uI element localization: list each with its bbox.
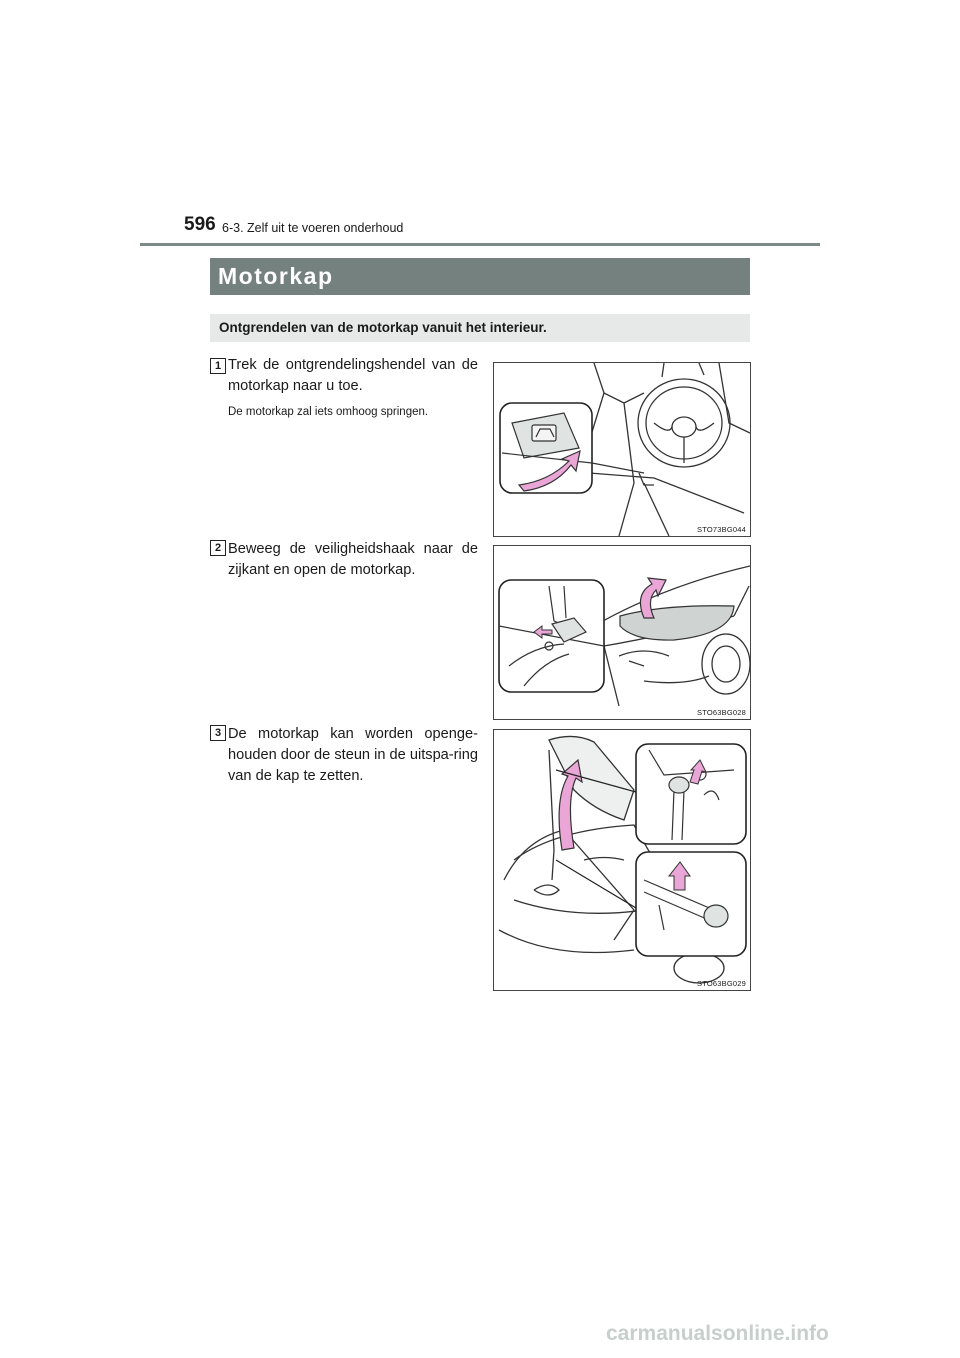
figure-code-2: STO63BG028 xyxy=(697,708,746,717)
step-2-badge: 2 xyxy=(210,540,226,556)
watermark: carmanualsonline.info xyxy=(606,1322,829,1345)
step-1-note: De motorkap zal iets omhoog springen. xyxy=(228,406,429,418)
figure-hood-release-lever xyxy=(493,362,751,537)
step-1-badge: 1 xyxy=(210,358,226,374)
page-number: 596 xyxy=(184,214,216,235)
figure-code-1: STO73BG044 xyxy=(697,525,746,534)
section-reference: 6-3. Zelf uit te voeren onderhoud xyxy=(222,221,404,235)
step-2-text: Beweeg de veiligheidshaak naar de zijkant en open de motorkap. xyxy=(228,541,478,578)
section-subtitle: Ontgrendelen van de motorkap vanuit het interieur. xyxy=(210,314,750,342)
step-3-text: De motorkap kan worden openge-houden door de steun in de uitspa-ring van de kap te zetten. xyxy=(228,726,478,784)
page-title: Motorkap xyxy=(210,258,750,295)
figure-hood-support-rod xyxy=(493,729,751,991)
hood-support-illustration xyxy=(494,730,750,990)
header-rule xyxy=(140,243,820,246)
step-1-text: Trek de ontgrendelingshendel van de motorkap naar u toe. xyxy=(228,357,478,394)
figure-safety-catch xyxy=(493,545,751,720)
figure-code-3: STO63BG029 xyxy=(697,979,746,988)
safety-catch-illustration xyxy=(494,546,750,719)
step-3-badge: 3 xyxy=(210,725,226,741)
hood-release-illustration xyxy=(494,363,750,536)
